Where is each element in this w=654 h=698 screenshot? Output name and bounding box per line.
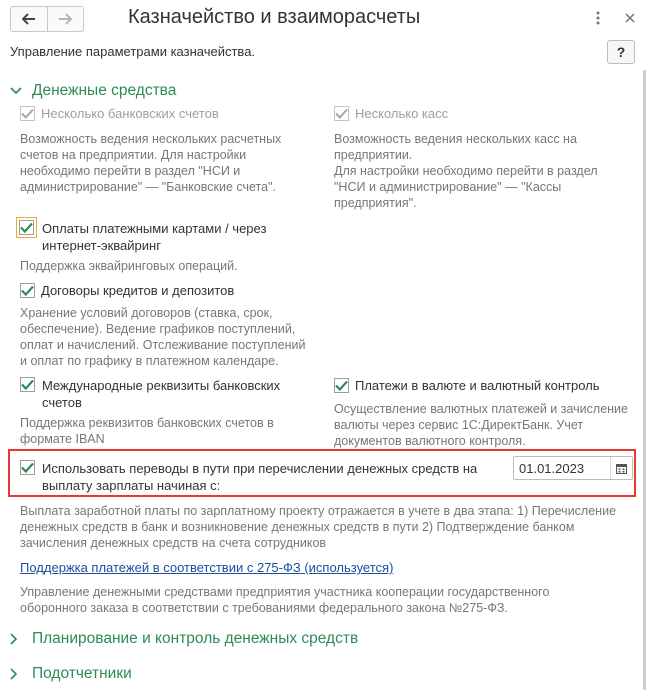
more-menu-button[interactable] <box>588 8 608 28</box>
checkbox-bank-accounts[interactable] <box>20 105 219 122</box>
help-button[interactable]: ? <box>607 40 635 64</box>
section-planning-label: Планирование и контроль денежных средств <box>32 630 359 647</box>
start-date-value: 01.01.2023 <box>519 460 585 476</box>
checkbox-box <box>20 106 35 121</box>
check-icon <box>21 285 34 296</box>
chevron-right-icon <box>10 666 26 682</box>
currency-desc: Осуществление валютных платежей и зачисление валюты через сервис 1С:ДиректБанк. Учет документов валютного контроля. <box>334 402 628 448</box>
checkbox-card-payments[interactable] <box>16 217 37 238</box>
checkbox-box <box>20 377 35 392</box>
checkbox-cash-desks[interactable] <box>334 105 448 122</box>
card-payments-desc: Поддержка эквайринговых операций. <box>20 259 238 273</box>
section-money-label: Денежные средства <box>32 82 177 99</box>
calendar-button[interactable] <box>610 457 632 479</box>
checkbox-box <box>334 106 349 121</box>
calendar-icon <box>616 463 627 474</box>
fz275-desc: Управление денежными средствами предприятия участника кооперации государственного оборонного заказа в соответствии с требованиями федерального закона №275-ФЗ. <box>20 585 550 615</box>
checkbox-box <box>19 220 34 235</box>
page-subtitle: Управление параметрами казначейства. <box>10 44 256 59</box>
checkbox-intl-details[interactable] <box>20 377 35 392</box>
checkbox-transfers-in-transit[interactable] <box>20 460 35 475</box>
check-icon <box>20 222 33 233</box>
checkbox-box <box>20 283 35 298</box>
loans-desc: Хранение условий договоров (ставка, срок, обеспечение). Ведение графиков поступлений, оплат и начислений. Отслеживание поступлений и оплат по графику в платежном календаре. <box>20 306 306 368</box>
checkbox-box <box>334 378 349 393</box>
transfers-in-transit-label: Использовать переводы в пути при перечислении денежных средств на выплату зарплаты начиная с: <box>42 461 478 493</box>
kebab-icon <box>596 11 600 25</box>
arrow-right-icon <box>58 13 72 25</box>
close-icon <box>625 13 635 23</box>
check-icon <box>335 108 348 119</box>
cash-desks-label: Несколько касс <box>355 106 449 121</box>
checkbox-currency[interactable] <box>334 377 600 394</box>
cash-desks-desc: Возможность ведения нескольких касс на предприятии. Для настройки необходимо перейти в раздел "НСИ и администрирование" — "Кассы предприятия". <box>334 132 598 210</box>
bank-accounts-desc: Возможность ведения нескольких расчетных счетов на предприятии. Для настройки необходимо перейти в раздел "НСИ и администрирование" — "Банковские счета". <box>20 132 282 194</box>
start-date-field[interactable] <box>513 456 633 480</box>
section-money[interactable] <box>10 82 176 100</box>
back-button[interactable] <box>11 7 47 31</box>
close-button[interactable] <box>620 8 640 28</box>
section-accountables-label: Подотчетники <box>32 665 132 682</box>
checkbox-box <box>20 460 35 475</box>
loans-label: Договоры кредитов и депозитов <box>41 283 235 298</box>
scrollbar[interactable] <box>643 70 646 690</box>
forward-button[interactable] <box>47 7 83 31</box>
page-title: Казначейство и взаиморасчеты <box>128 6 421 28</box>
currency-label: Платежи в валюте и валютный контроль <box>355 378 600 393</box>
check-icon <box>21 108 34 119</box>
chevron-down-icon <box>10 83 26 99</box>
check-icon <box>21 462 34 473</box>
intl-details-desc: Поддержка реквизитов банковских счетов в формате IBAN <box>20 416 274 446</box>
bank-accounts-label: Несколько банковских счетов <box>41 106 219 121</box>
nav-buttons <box>10 6 84 32</box>
check-icon <box>335 380 348 391</box>
intl-details-label: Международные реквизиты банковских счетов <box>42 378 281 410</box>
section-planning[interactable] <box>10 630 358 648</box>
chevron-right-icon <box>10 631 26 647</box>
arrow-left-icon <box>22 13 36 25</box>
fz275-link[interactable]: Поддержка платежей в соответствии с 275-ФЗ (используется) <box>20 560 394 575</box>
card-payments-label: Оплаты платежными картами / через интернет-эквайринг <box>42 221 267 253</box>
transfers-in-transit-desc: Выплата заработной платы по зарплатному проекту отражается в учете в два этапа: 1) Перечисление денежных средств в банк и возникновение денежных средств в пути 2) Подтверждение банком зачисления денежных средств на счета сотрудников <box>20 504 617 550</box>
section-accountables[interactable] <box>10 665 132 683</box>
checkbox-loans[interactable] <box>20 282 234 299</box>
check-icon <box>21 379 34 390</box>
